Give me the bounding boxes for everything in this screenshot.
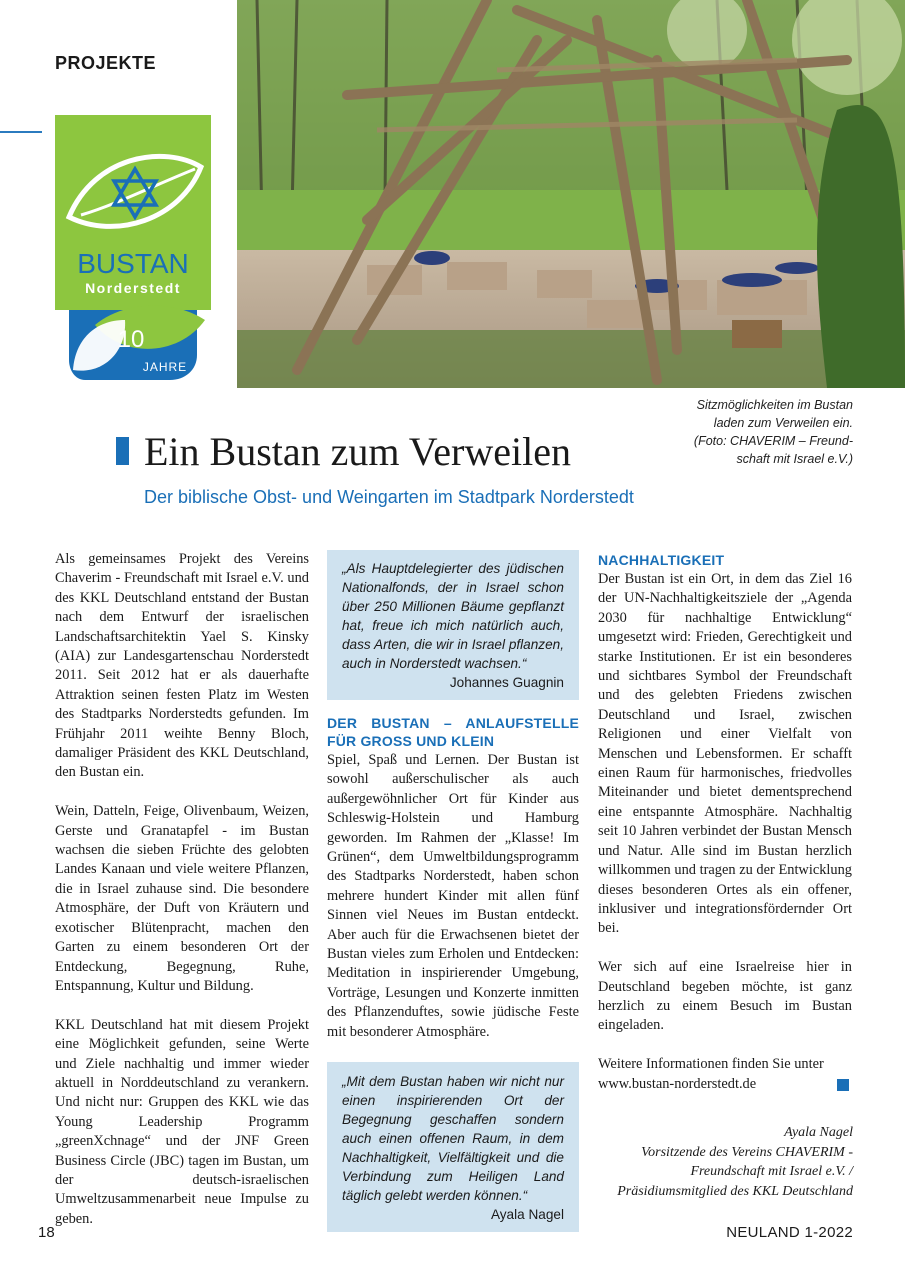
garden-photo [237, 0, 905, 388]
article-subtitle: Der biblische Obst- und Weingarten im Stadtpark Norderstedt [144, 487, 634, 507]
paragraph: Wer sich auf eine Israelreise hier in Deutschland begeben möchte, ist ganz herzlich zu einem Besuch im Bustan eingeladen. [598, 959, 852, 1034]
page-number: 18 [38, 1224, 55, 1241]
photo-caption [623, 396, 853, 468]
quote-author: Ayala Nagel [490, 1207, 564, 1223]
quote-text: „Mit dem Bustan haben wir nicht nur einen inspirierenden Ort der Begegnung geschaffen sondern auch einen offenen Raum, in dem Nachhaltigkeit, Vielfältigkeit und die Verbindung zum Heiligen Land täglich gelebt werden können.“ [342, 1074, 564, 1204]
logo-name: BUSTAN [77, 248, 189, 279]
wooden-pergola-garden-photo-icon [237, 0, 905, 388]
section-rule [0, 131, 42, 133]
author-signature [573, 1123, 853, 1201]
paragraph: Spiel, Spaß und Lernen. Der Bustan ist sowohl außerschulischer als auch außergewöhnlicher Ort für Kinder aus Schleswig-Holstein und Hamburg geworden. Im Rahmen der „Klasse! Im Grünen“, dem Umweltbildungsprogramm des Stadtparks Norderstedt, haben schon mehrere hundert Kinder mit allen fünf Sinnen viel Neues im Bustan entdeckt. Aber auch für die Erwachsenen bietet der Bustan vieles zum Erholen und Entdecken: Meditation in inspirierender Umgebung, Vorträge, Lesungen und Konzerte inmitten des Pflanzenduftes, sowie jüdische Feste mit besonderer Atmosphäre. [327, 752, 579, 1040]
quote-author: Johannes Guagnin [449, 675, 564, 690]
paragraph: KKL Deutschland hat mit diesem Projekt eine Möglichkeit gefunden, seine Werte und Ziele nachhaltig und immer wieder aktuell in Norddeutschland zu verankern. Und nicht nur: Gruppen des KKL wie das Young Leadership Programm „greenXchnage“ und der JNF Green Business Circle (JBC) tagen im Bustan, um der deutsch-israelischen Umweltzusammenarbeit neue Impulse zu geben. [55, 1016, 309, 1227]
bustan-logo [55, 115, 211, 385]
pull-quote-nagel [327, 1062, 579, 1232]
info-paragraph [598, 1055, 852, 1094]
caption-line: schaft mit Israel e.V.) [736, 452, 853, 466]
column-3 [598, 551, 852, 1094]
paragraph: Als gemeinsames Projekt des Vereins Chaverim - Freundschaft mit Israel e.V. und des KKL Deutschland entstand der Bustan nach dem Entwurf der israelischen Landschaftsarchitektin Yael S. Kinsky (AIA) zur Landesgartenschau Norderstedt 2011. Seit 2012 hat er als dauerhafte Attraktion seinen festen Platz im Westen des Stadtparks Norderstedts gefunden. Im Frühjahr 2011 weihte Benny Bloch, damaliger Präsident des KKL Deutschland, den Bustan ein. [55, 551, 309, 781]
column-2 [327, 550, 579, 1242]
info-intro: Weitere Informationen finden Sie unter [598, 1056, 824, 1073]
paragraph: Der Bustan ist ein Ort, in dem das Ziel 16 der UN-Nachhaltigkeitsziele der „Agenda 2030 für nachhaltige Entwicklung“ umgesetzt wird: Frieden, Gerechtigkeit und starke Institutionen. Er ist ein besonderes und sichtbares Symbol der Freundschaft und des gelebten Friedens zwischen Deutschland und Israel, zwischen Religionen und einer Vielfalt von Menschen und Lebensformen. Er schafft einen Raum für harmonisches, friedvolles Miteinander und bietet dementsprechend eine entspannte Atmosphäre. Nachhaltig seit 10 Jahren verbindet der Bustan Mensch und Natur. Alle sind im Bustan herzlich willkommen und tragen zu der Entwicklung dieses besonderen Ortes als ein offener, inklusiver und integrationsfördernder Ort bei. [598, 571, 852, 937]
signature-line: Freundschaft mit Israel e.V. / [690, 1164, 853, 1179]
logo-years: 10 [117, 326, 145, 353]
caption-line: (Foto: CHAVERIM – Freund- [693, 434, 853, 448]
end-square-icon [837, 1079, 849, 1091]
quote-text: „Als Hauptdelegierter des jüdischen Nationalfonds, der in Israel schon über 250 Millionen Bäume gepflanzt hat, freue ich mich natürlich auch, dass Arten, die wir in Israel pflanzen, auch in Norderstedt wachsen.“ [342, 561, 564, 671]
column-1 [55, 550, 309, 1249]
signature-line: Vorsitzende des Vereins CHAVERIM - [641, 1144, 853, 1160]
pull-quote-guagnin [327, 550, 579, 700]
logo-city: Norderstedt [85, 280, 181, 296]
article-title: Ein Bustan zum Verweilen [144, 429, 571, 474]
section-heading: DER BUSTAN – ANLAUFSTELLE FÜR GROSS UND KLEIN [327, 715, 579, 749]
section-heading: NACHHALTIGKEIT [598, 552, 725, 568]
logo-years-label: JAHRE [142, 360, 188, 374]
caption-line: Sitzmöglichkeiten im Bustan [696, 398, 853, 412]
paragraph: Wein, Datteln, Feige, Olivenbaum, Weizen, Gerste und Granatapfel - im Bustan wachsen die sieben Früchte des gelobten Landes Kanaan und viele weitere Pflanzen, die in Israel zuhause sind. Die besondere Atmosphäre, der Duft von Kräutern und exotischer Blütenpracht, machen den Garten zu einem besonderen Ort der Entdeckung, Begegnung, Ruhe, Entspannung, Kultur und Bildung. [55, 803, 309, 994]
signature-line: Präsidiumsmitglied des KKL Deutschland [617, 1183, 853, 1199]
section-label: PROJEKTE [55, 53, 157, 73]
signature-name: Ayala Nagel [784, 1125, 853, 1140]
publication-issue: NEULAND 1-2022 [726, 1224, 853, 1241]
website-link[interactable]: www.bustan-norderstedt.de [598, 1075, 757, 1092]
title-accent-bar [116, 437, 129, 465]
caption-line: laden zum Verweilen ein. [713, 416, 853, 430]
